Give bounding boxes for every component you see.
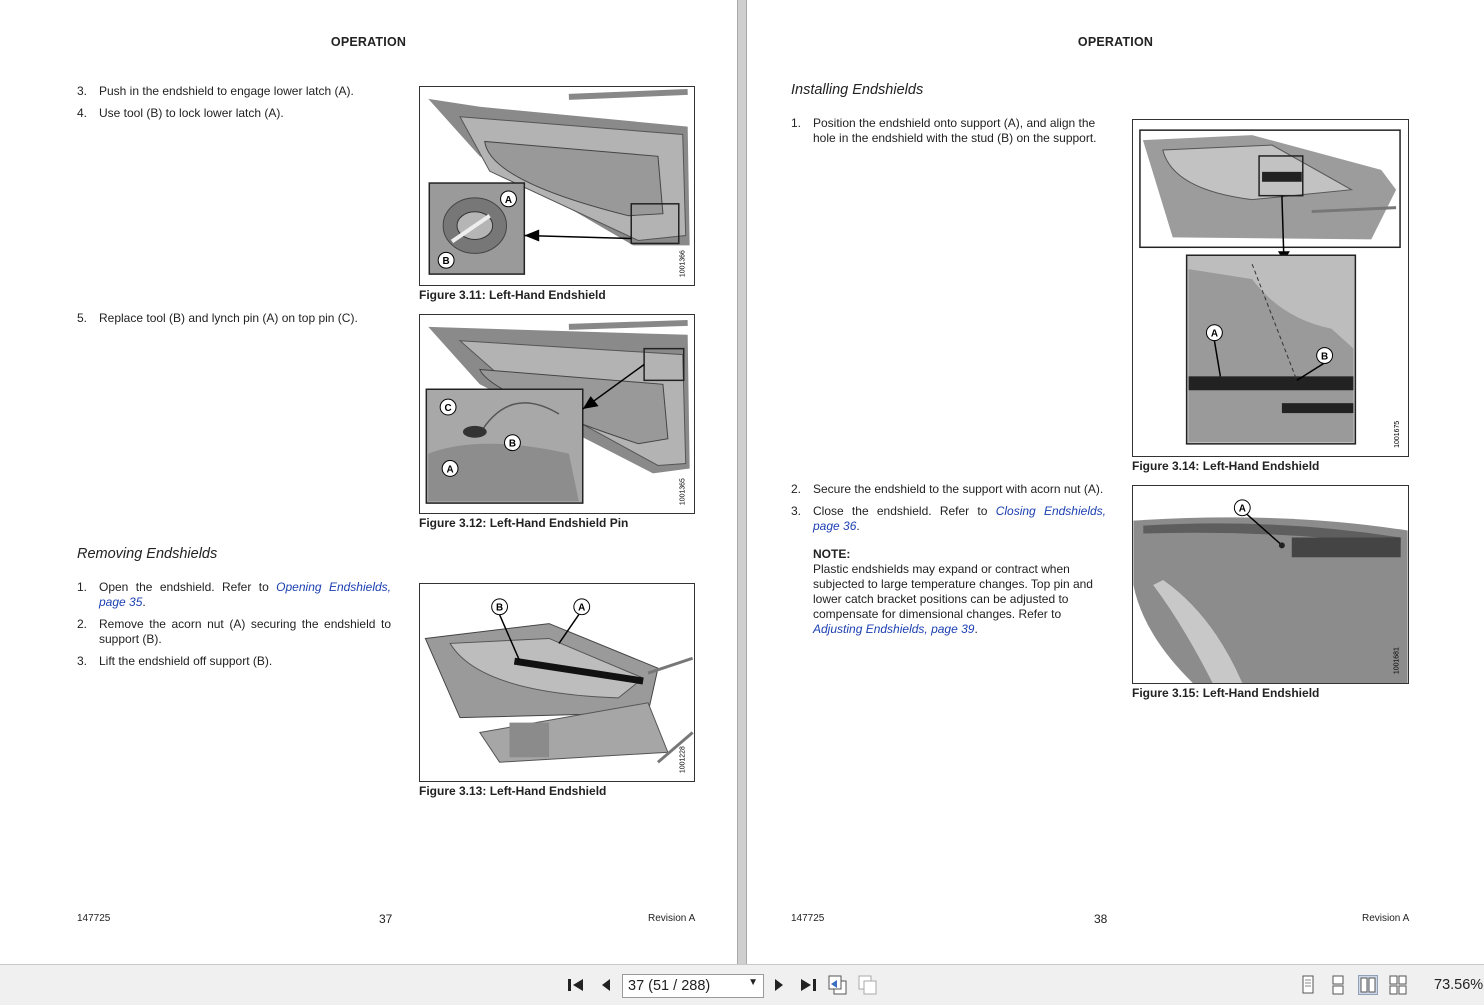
step-item: 1. Position the endshield onto support (A), and align the hole in the endshield with the stud (B) on the support. bbox=[791, 116, 1097, 145]
continuous-facing-icon[interactable] bbox=[1388, 975, 1408, 995]
callout-b: B bbox=[1321, 351, 1329, 363]
note-label: NOTE: bbox=[813, 547, 851, 561]
last-page-icon[interactable] bbox=[796, 973, 820, 997]
step-item: 3. Close the endshield. Refer to Closing Endshields, page 36. bbox=[791, 504, 1106, 533]
page-gutter bbox=[737, 0, 747, 964]
page-header: OPERATION bbox=[330, 35, 407, 49]
figure-id-code: 1001228 bbox=[679, 746, 687, 774]
closing-endshields-link[interactable]: Closing Endshields, page 36 bbox=[813, 504, 1106, 533]
figure-3-13 bbox=[419, 583, 695, 782]
callout-a: A bbox=[1238, 503, 1246, 515]
forward-view-icon[interactable] bbox=[856, 973, 880, 997]
zoom-level[interactable]: 73.56% bbox=[1434, 977, 1484, 993]
callout-a: A bbox=[504, 194, 513, 206]
step-item: 1. Open the endshield. Refer to Opening Endshields, page 35. bbox=[77, 580, 391, 609]
note-text: Plastic endshields may expand or contract when subjected to large temperature changes. Top pin and lower catch bracket positions can be adjusted to compensate for dimensional changes. Refer to Adjusting Endshields, page 39. bbox=[813, 562, 1093, 636]
back-view-icon[interactable] bbox=[826, 973, 850, 997]
step-item: 2. Remove the acorn nut (A) securing the endshield to support (B). bbox=[77, 617, 391, 646]
page-header: OPERATION bbox=[1077, 35, 1154, 49]
page-number: 38 bbox=[1094, 912, 1108, 926]
prev-page-icon[interactable] bbox=[594, 973, 618, 997]
figure-3-11 bbox=[419, 86, 695, 286]
footer-revision: Revision A bbox=[648, 913, 696, 924]
page-number: 37 bbox=[379, 912, 393, 926]
figure-id-code: 1001681 bbox=[1393, 647, 1401, 675]
figure-caption: Figure 3.11: Left-Hand Endshield bbox=[419, 288, 606, 302]
callout-a: A bbox=[446, 464, 454, 476]
callout-a: A bbox=[578, 602, 586, 614]
footer-revision: Revision A bbox=[1362, 913, 1410, 924]
opening-endshields-link[interactable]: Opening Endshields, page 35 bbox=[99, 580, 391, 609]
callout-c: C bbox=[444, 403, 452, 415]
figure-3-14 bbox=[1132, 119, 1409, 457]
callout-b: B bbox=[442, 256, 450, 268]
figure-caption: Figure 3.12: Left-Hand Endshield Pin bbox=[419, 516, 629, 530]
figure-3-12 bbox=[419, 314, 695, 514]
section-title: Removing Endshields bbox=[77, 546, 218, 562]
right-page: OPERATION Installing Endshields 1. Position the endshield onto support (A), and align the hole in the endshield with the stud (B) on the support. A B 1001675 Figure 3.14: Left-Hand Endshield 2. Secure the endshield to the support with acorn nut (A). 3. Close the endshield. Refer to Closing Endshields, page 36. NOTE: Plastic endshields may expand or contract when subjected to large temperature changes. Top pin and lower catch bracket positions can be adjusted to compensate for dimensional changes. Refer to Adjusting Endshields, page 39. A 1001681 Figure 3.15: Left-Hand Endshield 147725 38 Revision A bbox=[747, 0, 1484, 964]
figure-caption: Figure 3.14: Left-Hand Endshield bbox=[1132, 459, 1320, 473]
figure-id-code: 1001366 bbox=[679, 250, 687, 278]
chevron-down-icon[interactable]: ▼ bbox=[748, 977, 758, 988]
continuous-icon[interactable] bbox=[1328, 975, 1348, 995]
figure-id-code: 1001365 bbox=[679, 478, 687, 506]
section-title: Installing Endshields bbox=[791, 82, 924, 98]
figure-caption: Figure 3.15: Left-Hand Endshield bbox=[1132, 686, 1320, 700]
navigation-toolbar bbox=[0, 964, 1484, 1005]
left-page: OPERATION 3. Push in the endshield to engage lower latch (A). 4. Use tool (B) to lock lower latch (A). A B 1001366 Figure 3.11: Left-Hand Endshield 5. Replace tool (B) and lynch pin (A) on top pin (C). C B A 1001365 Figure 3.12: Left-Hand Endshield Pin Removing Endshields 1. Open the endshield. Refer to Opening Endshields, page 35. 2. Remove the acorn nut (A) securing the endshield to support (B). 3. Lift the endshield off support (B). B A 1001228 Figure 3.13: Left-Hand Endshield 147725 37 Revision A bbox=[0, 0, 737, 964]
callout-b: B bbox=[496, 602, 504, 614]
page-number-field[interactable]: 37 (51 / 288) ▼ bbox=[622, 974, 764, 998]
next-page-icon[interactable] bbox=[767, 973, 791, 997]
figure-3-15 bbox=[1132, 485, 1409, 684]
footer-doc-number: 147725 bbox=[791, 913, 825, 924]
callout-b: B bbox=[508, 438, 517, 450]
figure-caption: Figure 3.13: Left-Hand Endshield bbox=[419, 784, 607, 798]
callout-a: A bbox=[1210, 328, 1218, 340]
first-page-icon[interactable] bbox=[564, 973, 588, 997]
facing-icon[interactable] bbox=[1358, 975, 1378, 995]
figure-id-code: 1001675 bbox=[1394, 420, 1402, 448]
adjusting-endshields-link[interactable]: Adjusting Endshields, page 39 bbox=[813, 622, 975, 636]
single-page-icon[interactable] bbox=[1298, 975, 1318, 995]
footer-doc-number: 147725 bbox=[77, 913, 111, 924]
